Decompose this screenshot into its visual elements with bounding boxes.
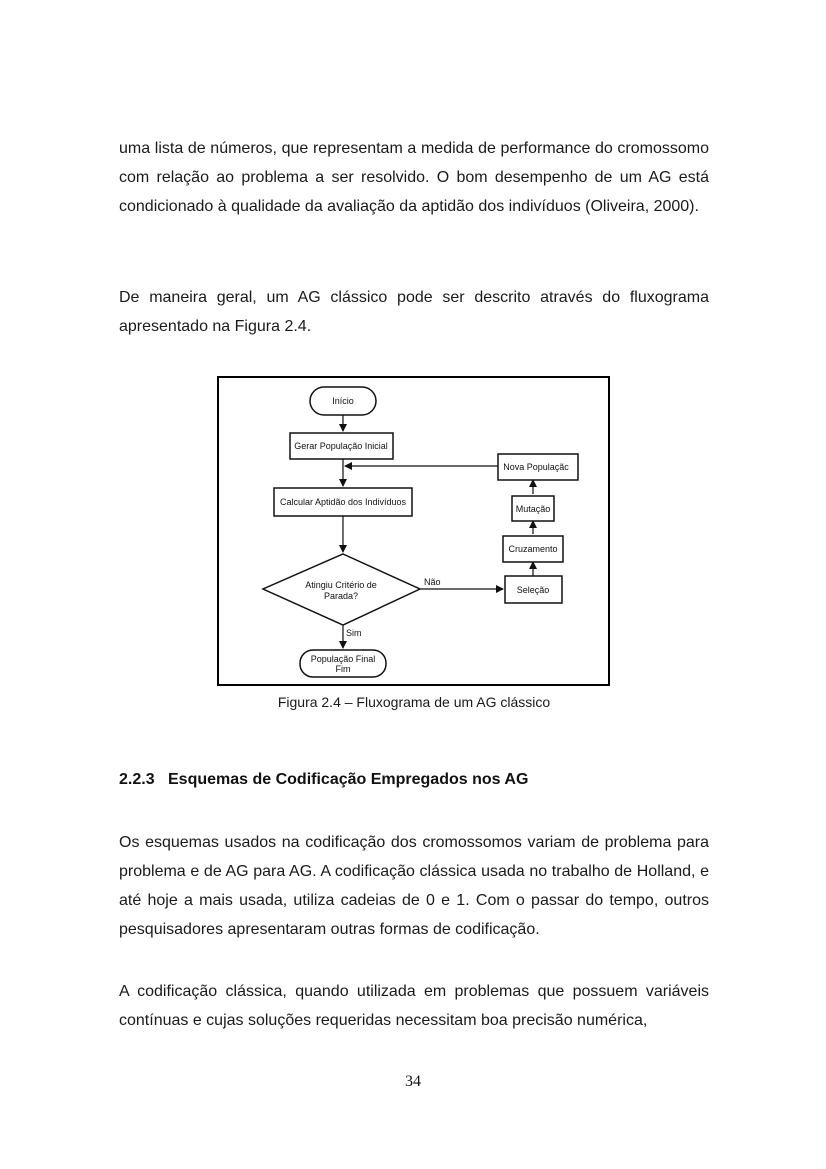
- node-criterio-label-1: Atingiu Critério de: [305, 580, 377, 590]
- node-fim-label-1: População Final: [310, 654, 376, 664]
- paragraph-flowchart-intro: De maneira geral, um AG clássico pode ser descrito através do fluxograma apresentado na Figura 2.4.: [119, 289, 709, 335]
- node-inicio-label: Início: [332, 396, 354, 406]
- node-fim: [300, 650, 386, 677]
- paragraph-classic-encoding: A codificação clássica, quando utilizada em problemas que possuem variáveis contínuas e cujas soluções requeridas necessitam boa precisão numérica,: [119, 983, 709, 1029]
- node-mutacao-label: Mutação: [515, 504, 551, 514]
- paragraph-fitness: uma lista de números, que representam a medida de performance do cromossomo com relação ao problema a ser resolvido. O bom desempenho de um AG está condicionado à qualidade da avaliação da aptidão dos indivíduos (Oliveira, 2000).: [119, 140, 709, 215]
- node-criterio-label-2: Parada?: [323, 591, 359, 601]
- page-number: 34: [405, 1073, 421, 1090]
- node-mutacao: [512, 496, 554, 521]
- node-nova-label: Nova Populaçãc: [503, 462, 569, 472]
- node-calcular-aptidao: [274, 488, 412, 516]
- node-selecao: [505, 576, 562, 603]
- flowchart-diagram: [219, 378, 608, 684]
- section-heading: [119, 771, 528, 789]
- paragraph-encoding-schemes: Os esquemas usados na codificação dos cromossomos variam de problema para problema e de AG para AG. A codificação clássica usada no trabalho de Holland, e até hoje a mais usada, utiliza cadeias de 0 e 1. Com o passar do tempo, outros pesquisadores apresentaram outras formas de codificação.: [119, 834, 709, 938]
- node-gerar-label: Gerar População Inicial: [294, 441, 388, 451]
- flowchart-figure: [217, 376, 610, 686]
- edge-label-sim: Sim: [346, 628, 362, 638]
- figure-caption: Figura 2.4 – Fluxograma de um AG clássico: [277, 694, 551, 710]
- section-title: Esquemas de Codificação Empregados nos AG: [168, 771, 529, 788]
- node-cruzamento-label: Cruzamento: [508, 544, 558, 554]
- section-number: 2.2.3: [119, 771, 155, 788]
- node-calcular-label: Calcular Aptidão dos Indivíduos: [279, 497, 407, 507]
- node-fim-label-2: Fim: [335, 664, 351, 674]
- node-inicio: [310, 387, 376, 415]
- node-nova-populacao: [498, 454, 578, 480]
- node-selecao-label: Seleção: [516, 585, 550, 595]
- node-criterio-parada: [263, 554, 420, 625]
- edge-label-nao: Não: [424, 577, 441, 587]
- node-gerar-populacao: [290, 433, 393, 459]
- node-cruzamento: [503, 536, 563, 562]
